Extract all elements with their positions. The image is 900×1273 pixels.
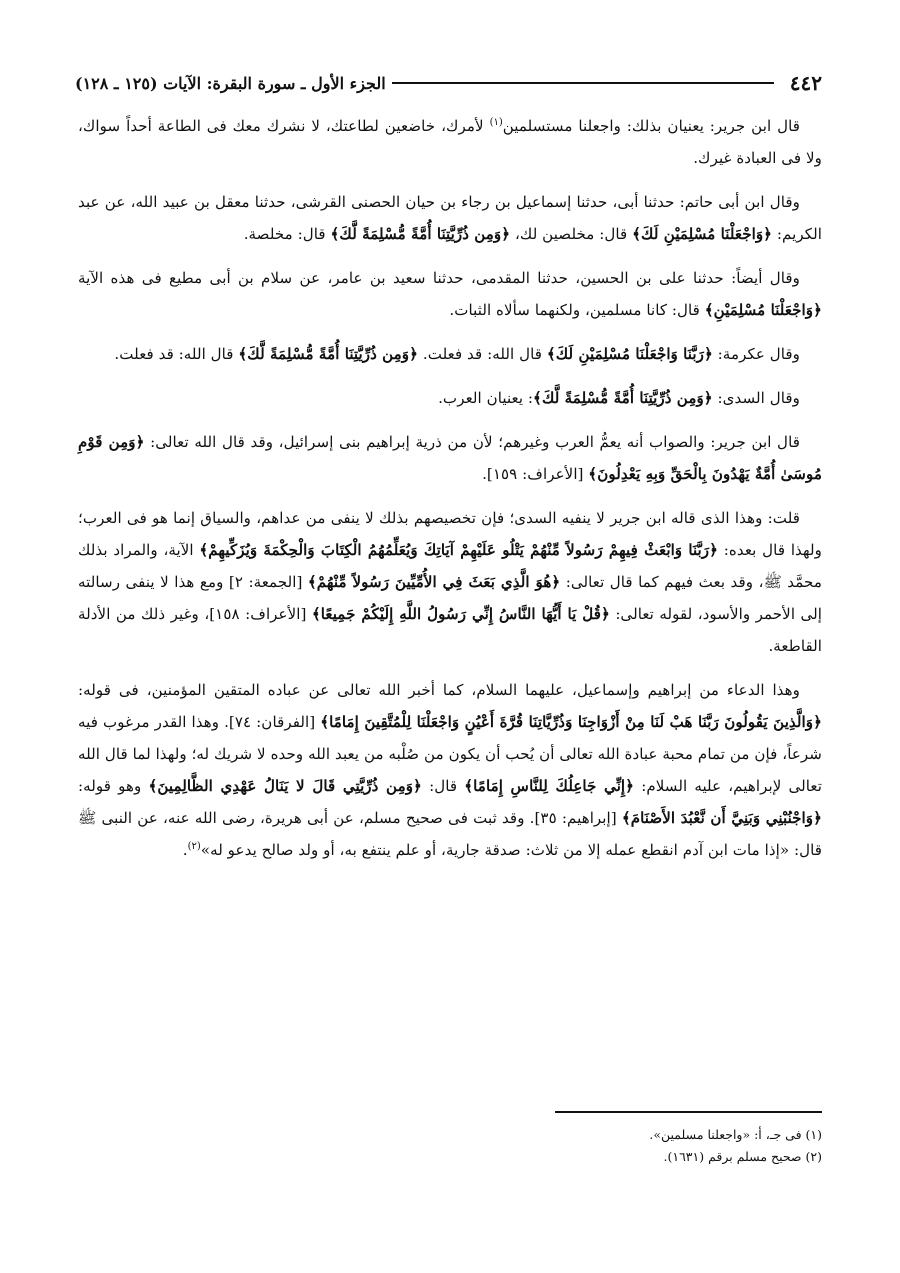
text: قال ابن جرير: يعنيان بذلك: واجعلنا مستسلمين <box>502 117 801 135</box>
quran-quote: ﴿إِنِّي جَاعِلُكَ لِلنَّاسِ إِمَامًا﴾ <box>464 777 635 795</box>
text: : يعنيان العرب. <box>438 389 534 407</box>
page-number: ٤٤٢ <box>789 71 822 95</box>
text: قال: مخلصة. <box>243 225 331 243</box>
paragraph-1 <box>78 110 822 174</box>
quran-quote: ﴿قُلْ يَا أَيُّهَا النَّاسُ إِنِّي رَسُولُ اللَّهِ إِلَيْكُمْ جَمِيعًا﴾ <box>311 605 610 623</box>
footnote-ref-1[interactable]: (١) <box>489 116 503 128</box>
footnote-1: (١) فى جـ، أ: «واجعلنا مسلمين». <box>649 1127 822 1142</box>
text: وقال السدى: <box>712 389 800 407</box>
footnote-2: (٢) صحيح مسلم برقم (١٦٣١). <box>663 1149 822 1164</box>
text: [الأعراف: ١٥٨]، وغير ذلك من الأدلة القاطعة. <box>78 605 822 655</box>
text: وهو قوله: <box>78 777 149 795</box>
quran-quote: ﴿وَمِن ذُرِّيَّتِنَا أُمَّةً مُّسْلِمَةً لَّكَ﴾ <box>238 345 419 363</box>
text: لأمرك، خاضعين لطاعتك، لا نشرك معك فى الطاعة أحداً سواك، ولا فى العبادة غيرك. <box>78 117 822 167</box>
quran-quote: ﴿وَمِن ذُرِّيَّتِنَا أُمَّةً مُّسْلِمَةً لَّكَ﴾ <box>533 389 713 407</box>
quran-quote: ﴿وَمِن قَوْمِ مُوسَىٰ أُمَّةٌ يَهْدُونَ بِالْحَقِّ وَبِهِ يَعْدِلُونَ﴾ <box>78 433 822 483</box>
text: وقال عكرمة: <box>712 345 800 363</box>
paragraph-5 <box>78 382 822 414</box>
text: [الأعراف: ١٥٩]. <box>482 465 589 483</box>
quran-quote: ﴿وَالَّذِينَ يَقُولُونَ رَبَّنَا هَبْ لَنَا مِنْ أَزْوَاجِنَا وَذُرِّيَّاتِنَا قُرَّةَ أَعْيُنٍ وَاجْعَلْنَا لِلْمُتَّقِينَ إِمَامًا﴾ <box>320 713 822 731</box>
footnote-divider <box>555 1111 822 1113</box>
quran-quote: ﴿وَاجْنُبْنِي وَبَنِيَّ أَن نَّعْبُدَ الأَصْنَامَ﴾ <box>621 809 822 827</box>
text: [الفرقان: ٧٤]. وهذا القدر مرغوب فيه شرعاً، فإن من تمام محبة عبادة الله تعالى أن يُحب أن يكون من صُلْبه من يعبد الله وحده لا شريك له؛ ولهذا لما قال الله تعالى لإبراهيم، عليه السلام: <box>78 713 822 795</box>
footnote-ref-2[interactable]: (٢) <box>187 840 201 852</box>
footnotes <box>78 1124 822 1168</box>
text: وقال أيضاً: حدثنا على بن الحسين، حدثنا المقدمى، حدثنا سعيد بن عامر، عن سلام بن أبى مطيع فى هذه الآية <box>78 269 800 287</box>
page-header <box>75 70 822 96</box>
text: الآية، والمراد بذلك محمَّد ﷺ، وقد بعث فيهم كما قال تعالى: <box>78 541 822 591</box>
paragraph-7 <box>78 502 822 662</box>
quran-quote: ﴿وَمِن ذُرِّيَّتِي قَالَ لا يَنَالُ عَهْدِي الظَّالِمِينَ﴾ <box>148 777 422 795</box>
paragraph-2 <box>78 186 822 250</box>
text: وقال ابن أبى حاتم: حدثنا أبى، حدثنا إسماعيل بن رجاء بن حيان الحصنى القرشى، حدثنا معقل بن عبيد الله، عن عبد الكريم: <box>78 193 822 243</box>
header-rule <box>392 82 774 84</box>
text: [إبراهيم: ٣٥]. وقد ثبت فى صحيح مسلم، عن أبى هريرة، رضى الله عنه، عن النبى ﷺ قال: «إذا مات ابن آدم انقطع عمله إلا من ثلاث: صدقة جارية، أو علم ينتفع به، أو ولد صالح يدعو له» <box>78 809 822 859</box>
quran-quote: ﴿هُوَ الَّذِي بَعَثَ فِي الأُمِّيِّينَ رَسُولاً مِّنْهُمْ﴾ <box>307 573 561 591</box>
paragraph-4 <box>78 338 822 370</box>
quran-quote: ﴿وَاجْعَلْنَا مُسْلِمَيْنِ لَكَ﴾ <box>632 225 773 243</box>
running-title: الجزء الأول ـ سورة البقرة: الآيات (١٢٥ ـ ١٢٨) <box>75 73 386 93</box>
text: [الجمعة: ٢] ومع هذا لا ينفى رسالته إلى الأحمر والأسود، لقوله تعالى: <box>78 573 822 623</box>
text: قال: مخلصين لك، <box>510 225 633 243</box>
quran-quote: ﴿رَبَّنَا وَابْعَثْ فِيهِمْ رَسُولاً مِّنْهُمْ يَتْلُو عَلَيْهِمْ آيَاتِكَ وَيُعَلِّمُهُمُ الْكِتَابَ وَالْحِكْمَةَ وَيُزَكِّيهِمْ﴾ <box>199 541 719 559</box>
paragraph-6 <box>78 426 822 490</box>
text: قال: <box>421 777 465 795</box>
quran-quote: ﴿وَمِن ذُرِّيَّتِنَا أُمَّةً مُّسْلِمَةً لَّكَ﴾ <box>330 225 511 243</box>
text: وهذا الدعاء من إبراهيم وإسماعيل، عليهما السلام، كما أخبر الله تعالى عن عباده المتقين المؤمنين، فى قوله: <box>78 681 800 699</box>
quran-quote: ﴿وَاجْعَلْنَا مُسْلِمَيْنِ﴾ <box>704 301 822 319</box>
page-body <box>78 110 822 878</box>
text: قال ابن جرير: والصواب أنه يعمُّ العرب وغيرهم؛ لأن من ذرية إبراهيم بنى إسرائيل، وقد قال الله تعالى: <box>144 433 800 451</box>
paragraph-8 <box>78 674 822 866</box>
text: قال: كانا مسلمين، ولكنهما سألاه الثبات. <box>449 301 705 319</box>
text: قلت: وهذا الذى قاله ابن جرير لا ينفيه السدى؛ فإن تخصيصهم بذلك لا ينفى من عداهم، والسياق إنما هو فى العرب؛ ولهذا قال بعده: <box>78 509 822 559</box>
text: قال الله: قد فعلت. <box>418 345 547 363</box>
text: . <box>182 841 188 859</box>
text: قال الله: قد فعلت. <box>114 345 239 363</box>
quran-quote: ﴿رَبَّنَا وَاجْعَلْنَا مُسْلِمَيْنِ لَكَ﴾ <box>546 345 713 363</box>
paragraph-3 <box>78 262 822 326</box>
